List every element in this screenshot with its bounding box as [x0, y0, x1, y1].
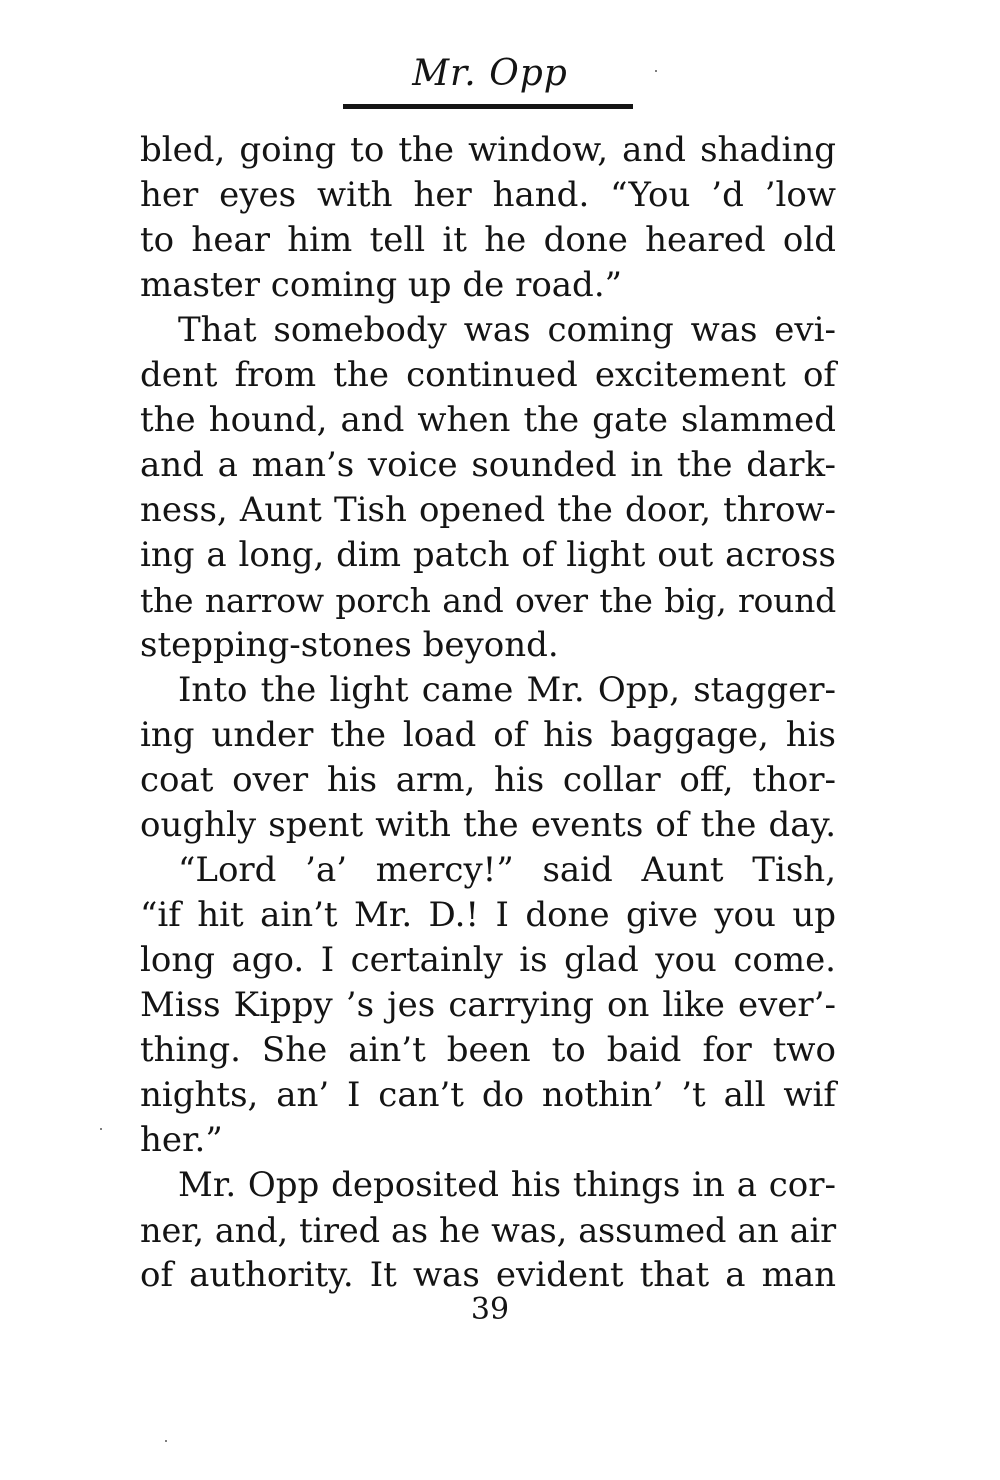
- paragraph-1: [140, 128, 836, 308]
- text-line: bled, going to the window, and shading: [140, 130, 836, 170]
- body-text: [140, 128, 836, 1298]
- text-line: long ago. I certainly is glad you come.: [140, 940, 836, 980]
- scan-speck: [655, 70, 657, 72]
- text-line: her.”: [140, 1120, 223, 1160]
- text-line: Mr. Opp deposited his things in a cor-: [178, 1165, 836, 1205]
- paragraph-3: [140, 668, 836, 848]
- text-line: ing under the load of his baggage, his: [140, 715, 836, 755]
- text-line: “Lord ’a’ mercy!” said Aunt Tish,: [178, 850, 836, 890]
- text-line: thing. She ain’t been to baid for two: [140, 1030, 836, 1070]
- text-line: ner, and, tired as he was, assumed an air: [140, 1211, 836, 1250]
- text-line: master coming up de road.”: [140, 265, 623, 305]
- page-number: 39: [470, 1292, 510, 1327]
- text-line: Into the light came Mr. Opp, stagger-: [178, 670, 836, 710]
- text-line: nights, an’ I can’t do nothin’ ’t all wif: [140, 1075, 836, 1115]
- text-line: Miss Kippy ’s jes carrying on like ever’-: [140, 985, 836, 1025]
- header-rule: [343, 104, 633, 109]
- text-line: stepping-stones beyond.: [140, 625, 559, 665]
- paragraph-5: [140, 1163, 836, 1298]
- text-line: oughly spent with the events of the day.: [140, 805, 836, 845]
- text-line: her eyes with her hand. “You ’d ’low: [140, 175, 836, 215]
- text-line: coat over his arm, his collar off, thor-: [140, 760, 836, 800]
- text-line: and a man’s voice sounded in the dark-: [140, 445, 836, 485]
- text-line: That somebody was coming was evi-: [178, 310, 836, 350]
- text-line: to hear him tell it he done heared old: [140, 220, 836, 260]
- text-line: ing a long, dim patch of light out across: [140, 535, 836, 575]
- text-line: the narrow porch and over the big, round: [140, 581, 836, 620]
- text-line: the hound, and when the gate slammed: [140, 400, 836, 440]
- text-line: ness, Aunt Tish opened the door, throw-: [140, 490, 836, 530]
- running-head: Mr. Opp: [412, 53, 568, 94]
- paragraph-2: [140, 308, 836, 668]
- text-line: “if hit ain’t Mr. D.! I done give you up: [140, 895, 836, 935]
- text-line: dent from the continued excitement of: [140, 355, 836, 395]
- text-line: of authority. It was evident that a man: [140, 1255, 836, 1295]
- scan-speck: [165, 1440, 167, 1442]
- paragraph-4: [140, 848, 836, 1163]
- scan-speck: [100, 1128, 102, 1130]
